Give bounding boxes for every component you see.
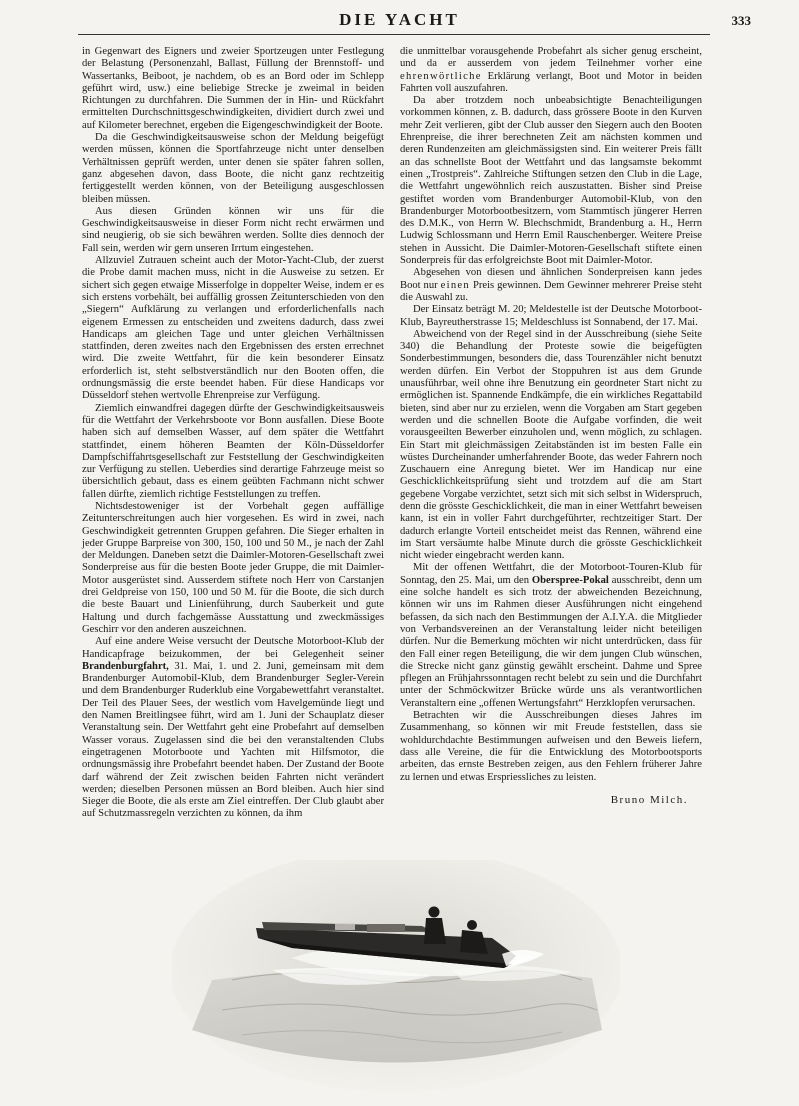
paragraph <box>400 46 702 95</box>
header-rule <box>78 34 710 35</box>
paragraph: in Gegenwart des Eigners und zweier Sportzeugen unter Festlegung der Belastung (Personenzahl, Ballast, Füllung der Brennstoff- und Wassertanks, Beiboot, je nachdem, ob es an Bord oder im Schlepp geführt wird, usw.) eine beliebige Strecke je zweimal in beiden Richtungen zu durchfahren. Die Summen der in Hin- und Rückfahrt ermittelten Durchschnittsgeschwindigkeiten, dividiert durch zwei und auf Kilometer berechnet, ergeben die Eigengeschwindigkeit der Boote. <box>82 46 384 131</box>
text-run: Auf eine andere Weise versucht der Deutsche Motorboot-Klub der Handicapfrage beizukommen, der bei Gelegenheit seiner <box>82 636 384 660</box>
right-column <box>400 46 702 806</box>
author-signature: Bruno Milch. <box>610 793 688 806</box>
text-run: Abgesehen von diesen und ähnlichen Sonderpreisen kann jedes Boot nur <box>400 267 702 291</box>
paragraph: Betrachten wir die Ausschreibungen dieses Jahres im Zusammenhang, so können wir mit Freude feststellen, dass sie wohldurchdachte Bestimmungen aufweisen und den Beweis liefern, dass alle Vereine, die für die Entwicklung des Motorbootsports arbeiten, das ernste Bestreben zeigen, aus den Fehlern früherer Jahre zu lernen und etwas Erspriessliches zu leisten. <box>400 710 702 783</box>
spaced-term: ehrenwörtliche <box>400 70 482 82</box>
paragraph: Ziemlich einwandfrei dagegen dürfte der Geschwindigkeitsausweis für die Wettfahrt der Verkehrsboote vor Bonn ausfallen. Diese Boote haben sich auf demselben Wasser, auf dem später die Wettfahrt stattfindet, einem höheren Beamten der Köln-Düsseldorfer Dampfschiffahrtsgesellschaft zur Feststellung der Geschwindigkeiten zur Verfügung zu stellen. Ueberdies sind derartige Fahrzeuge meist so übersichtlich gebaut, dass es einem geübten Fachmann nicht schwer fallen dürfte, ziemlich richtige Feststellungen zu treffen. <box>82 402 384 500</box>
text-run: Mit der offenen Wettfahrt, die der Motorboot-Touren-Klub für Sonntag, den 25. Mai, um den <box>400 562 702 586</box>
text-run: die unmittelbar vorausgehende Probefahrt als sicher genug erscheint, und da er ausserdem von jedem Teilnehmer vorher eine <box>400 46 702 70</box>
bold-term: Oberspree-Pokal <box>531 574 609 586</box>
left-column <box>82 46 384 821</box>
paragraph <box>400 562 702 710</box>
paragraph: Abweichend von der Regel sind in der Ausschreibung (siehe Seite 340) die Behandlung der Proteste sowie die beigefügten Sonderbestimmungen, besonders die, dass Tourenzähler nicht benutzt werden dürfen. Ein Verbot der Stoppuhren ist aus dem Grunde unausführbar, weil ohne ihre Benutzung ein geordneter Start nicht zu ermöglichen ist. Spannende Endkämpfe, die ein wirkliches Regattabild bieten, sind aber nur zu erzielen, wenn die Vorgaben am Start gegeben werden und die schnellen Boote die Aufgabe vorfinden, die weit vorausgeeilten Bewerber einzuholen und, wenn möglich, zu schlagen. Ein Start mit gleichmässigen Zeitabständen ist im besten Falle ein wüstes Durcheinander umherfahrender Boote, das weder Fahrern noch Zuschauern eine Anregung bietet. Wer im Handicap nur eine Geschicklichkeitsprüfung sieht und trotzdem auf die am Start gegebene Vorgabe verzichtet, setzt sich mit sich selbst in Widerspruch, denn die grösste Geschicklichkeit, die man in einer Wettfahrt beweisen kann, ist ein in voller Fahrt durchgeführter, rechtzeitiger Start. Der dadurch erlangte Vorteil entscheidet meist das Rennen, während eine im Start versäumte halbe Minute durch die grösste Geschicklichkeit nicht wieder eingebracht werden kann. <box>400 328 702 562</box>
bold-term: Brandenburgfahrt, <box>82 660 169 672</box>
page-number: 333 <box>731 13 751 28</box>
paragraph: Da die Geschwindigkeitsausweise schon der Meldung beigefügt werden müssen, können die Sportfahrzeuge nicht unter denselben Verhältnissen geprüft werden, unter denen sie später fahren sollen, ganz abgesehen davon, dass Boote, die nicht ganz rechtzeitig fertiggestellt werden können, von der Beteiligung ausgeschlossen bleiben müssen. <box>82 132 384 205</box>
paragraph: Nichtsdestoweniger ist der Vorbehalt gegen auffällige Zeitunterschreitungen auch hier vorgesehen. Es wird in zwei, nach Geschwindigkeit getrennten Gruppen gefahren. Die Sieger erhalten in jeder Gruppe Barpreise von 300, 150, 100 und 50 M., je nach der Zahl der Meldungen. Daneben setzt die Daimler-Motoren-Gesellschaft zwei Sonderpreise aus für die besten Boote jeder Gruppe, die mit Daimler-Motor ausgerüstet sind. Ausserdem stiftete noch Herr von Carstanjen drei Geldpreise von 150, 100 und 50 M. für die Boote, die sich durch die beste Bauart und Linienführung, durch Sauberkeit und gute Haltung und durch fachgemässe Ausstattung und zweckmässiges Geschirr vor den anderen auszeichnen. <box>82 500 384 635</box>
paragraph: Aus diesen Gründen können wir uns für die Geschwindigkeitsausweise in dieser Form nicht recht erwärmen und sind neugierig, ob sie sich bewähren werden. Sollte dies dennoch der Fall sein, werden wir gern unseren Irrtum eingestehen. <box>82 205 384 254</box>
paragraph: Der Einsatz beträgt M. 20; Meldestelle ist der Deutsche Motorboot-Klub, Bayreutherstrasse 15; Meldeschluss ist Sonnabend, der 17. Mai. <box>400 304 702 328</box>
motorboat-photo <box>172 860 620 1098</box>
paragraph: Allzuviel Zutrauen scheint auch der Motor-Yacht-Club, der zuerst die Probe damit machen muss, nicht in die Ausweise zu setzen. Er sichert sich gegen etwaige Misserfolge in doppelter Weise, indem er es sich erstens vorbehält, bei auffällig grossen Zeitunterschieden von den „Siegern“ Aufklärung zu verlangen und erforderlichenfalls nach eigenem Ermessen zu entscheiden und zweitens dadurch, dass zwei Handicaps am gleichen Tage und unter gleichen Verhältnissen stattfinden, deren zweites nach den Ergebnissen des ersten errechnet wird. Die zweite Wettfahrt, für die kein besonderer Einsatz erforderlich ist, steht selbstverständlich nur den Booten offen, die ordnungsmässig die erste beendet haben. Für diese Handicaps vor Düsseldorf stehen wertvolle Ehrenpreise zur Verfügung. <box>82 255 384 402</box>
paragraph <box>400 267 702 304</box>
text-run: 31. Mai, 1. und 2. Juni, gemeinsam mit dem Brandenburger Automobil-Klub, dem Brandenburger Segler-Verein und dem Brandenburger Ruderklub eine Vorgabewettfahrt veranstaltet. Der Teil des Plauer Sees, der westlich vom Havelgemünde liegt und den Namen Breitlingsee führt, wird am 1. Juni der Schauplatz dieser Veranstaltung sein. Der Wettfahrt geht eine Probefahrt auf demselben Wasser voraus. Zugelassen sind die bei den veranstaltenden Clubs eingetragenen Motorboote und Yachten mit Hilfsmotor, die ordnungsmässig ihre Probefahrt beendet haben. Der Zustand der Boote darf während der Zeit zwischen beiden Fahrten nicht verändert werden; dieselben Personen müssen an Bord bleiben. Auch hier sind Sieger die Boote, die als erste am Ziel eintreffen. Der Club glaubt aber auf Schutzmassregeln verzichten zu können, da ihm <box>82 660 384 820</box>
paragraph <box>82 636 384 820</box>
text-run: Erklärung verlangt, Boot und Motor in beiden Fahrten voll auszufahren. <box>400 70 702 94</box>
spaced-term: einen <box>440 279 471 291</box>
running-title: DIE YACHT <box>339 10 460 29</box>
text-run: Preis gewinnen. Dem Gewinner mehrerer Preise steht die Auswahl zu. <box>400 279 702 303</box>
paragraph: Da aber trotzdem noch unbeabsichtigte Benachteiligungen vorkommen können, z. B. dadurch, dass grössere Boote in den Kurven mehr Zeit verlieren, gibt der Club ausser den Siegern auch den Booten Ehrenpreise, die ihrer berechneten Zeit am nächsten kommen und deren Rundenzeiten am gleichmässigsten sind. Ein weiterer Preis fällt an das schnellste Boot der Wettfahrt und das langsamste bekommt einen „Trostpreis“. Zahlreiche Stiftungen setzen den Club in die Lage, die Wettfahrt ungewöhnlich reich auszustatten. Bisher sind Preise gestiftet worden vom Brandenburger Automobil-Klub, von den Brandenburger Motorbootbesitzern, vom Stammtisch jüngerer Herren des D.M.K., von Herrn W. Blechschmidt, Brandenburg a. H., Herrn Ludwig Schlossmann und Herrn Emil Rauschenberger. Weitere Preise stehen in Aussicht. Die Daimler-Motoren-Gesellschaft stiftete einen Sonderpreis für das erfolgreichste Boot mit Daimler-Motor. <box>400 95 702 267</box>
text-run: ausschreibt, denn um eine solche handelt es sich trotz der abweichenden Bezeichnung, können wir uns im Rahmen dieser Ausführungen nicht eingehend befassen, da sich nach den Bestimmungen der A.I.Y.A. die Mitglieder von Verbandsvereinen an der Veranstaltung leider nicht beteiligen dürfen. Nur die Bemerkung möchten wir nicht unterdrücken, dass für den Fall einer regen Beteiligung, die wir dem jungen Club wünschen, die Strecke nicht ganz günstig gewählt erscheint. Dahme und Spree pflegen an Frühjahrssonntagen recht belebt zu sein und die Durchfahrt unter der Schmöckwitzer Brücke würde uns als verantwortlichen Veranstaltern eine „offenen Wertungsfahrt“ Herzklopfen verursachen. <box>400 574 702 709</box>
